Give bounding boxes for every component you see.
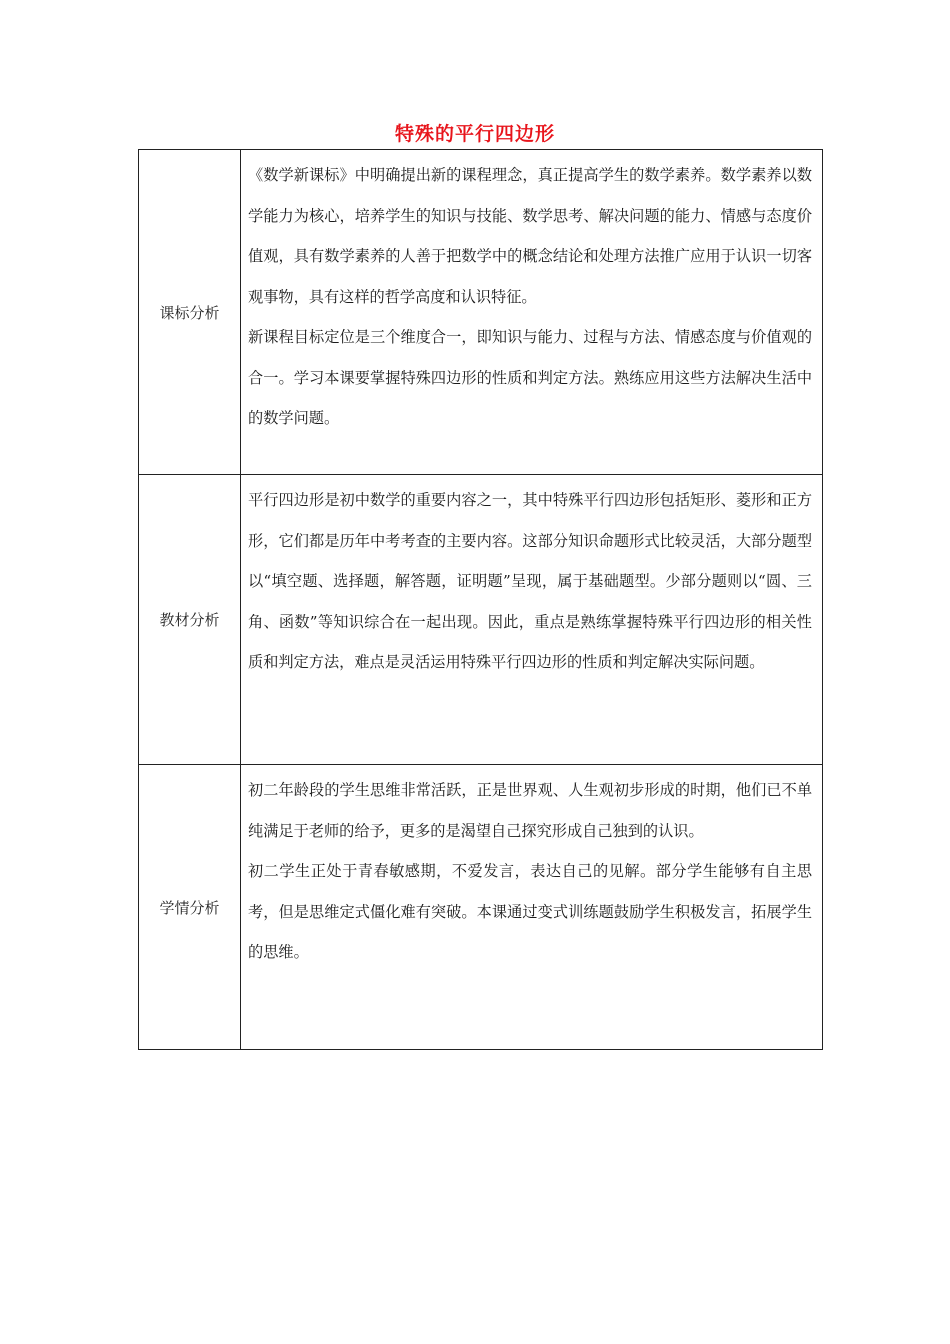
paragraph: 《数学新课标》中明确提出新的课程理念，真正提高学生的数学素养。数学素养以数学能力为核心，培养学生的知识与技能、数学思考、解决问题的能力、情感与态度价值观，具有数学素养的人善于把数学中的概念结论和处理方法推广应用于认识一切客观事物，具有这样的哲学高度和认识特征。 [248, 166, 812, 306]
table-row [139, 475, 823, 765]
row-content-curriculum [241, 150, 823, 475]
paragraph: 初二年龄段的学生思维非常活跃，正是世界观、人生观初步形成的时期，他们已不单纯满足于老师的给予，更多的是渴望自己探究形成自己独到的认识。 [248, 781, 812, 840]
row-label-curriculum: 课标分析 [139, 150, 241, 475]
paragraph: 初二学生正处于青春敏感期，不爱发言，表达自己的见解。部分学生能够有自主思考，但是思维定式僵化难有突破。本课通过变式训练题鼓励学生积极发言，拓展学生的思维。 [248, 862, 812, 961]
row-label-students: 学情分析 [139, 765, 241, 1050]
analysis-table [138, 149, 823, 1050]
paragraph: 新课程目标定位是三个维度合一，即知识与能力、过程与方法、情感态度与价值观的合一。学习本课要掌握特殊四边形的性质和判定方法。熟练应用这些方法解决生活中的数学问题。 [248, 328, 812, 427]
row-content-textbook [241, 475, 823, 765]
row-label-textbook: 教材分析 [139, 475, 241, 765]
paragraph: 平行四边形是初中数学的重要内容之一，其中特殊平行四边形包括矩形、菱形和正方形，它们都是历年中考考查的主要内容。这部分知识命题形式比较灵活，大部分题型以“填空题、选择题，解答题，证明题”呈现，属于基础题型。少部分题则以“圆、三角、函数”等知识综合在一起出现。因此，重点是熟练掌握特殊平行四边形的相关性质和判定方法，难点是灵活运用特殊平行四边形的性质和判定解决实际问题。 [248, 491, 812, 671]
table-row [139, 765, 823, 1050]
row-content-students [241, 765, 823, 1050]
table-row [139, 150, 823, 475]
page-title: 特殊的平行四边形 [394, 123, 555, 145]
